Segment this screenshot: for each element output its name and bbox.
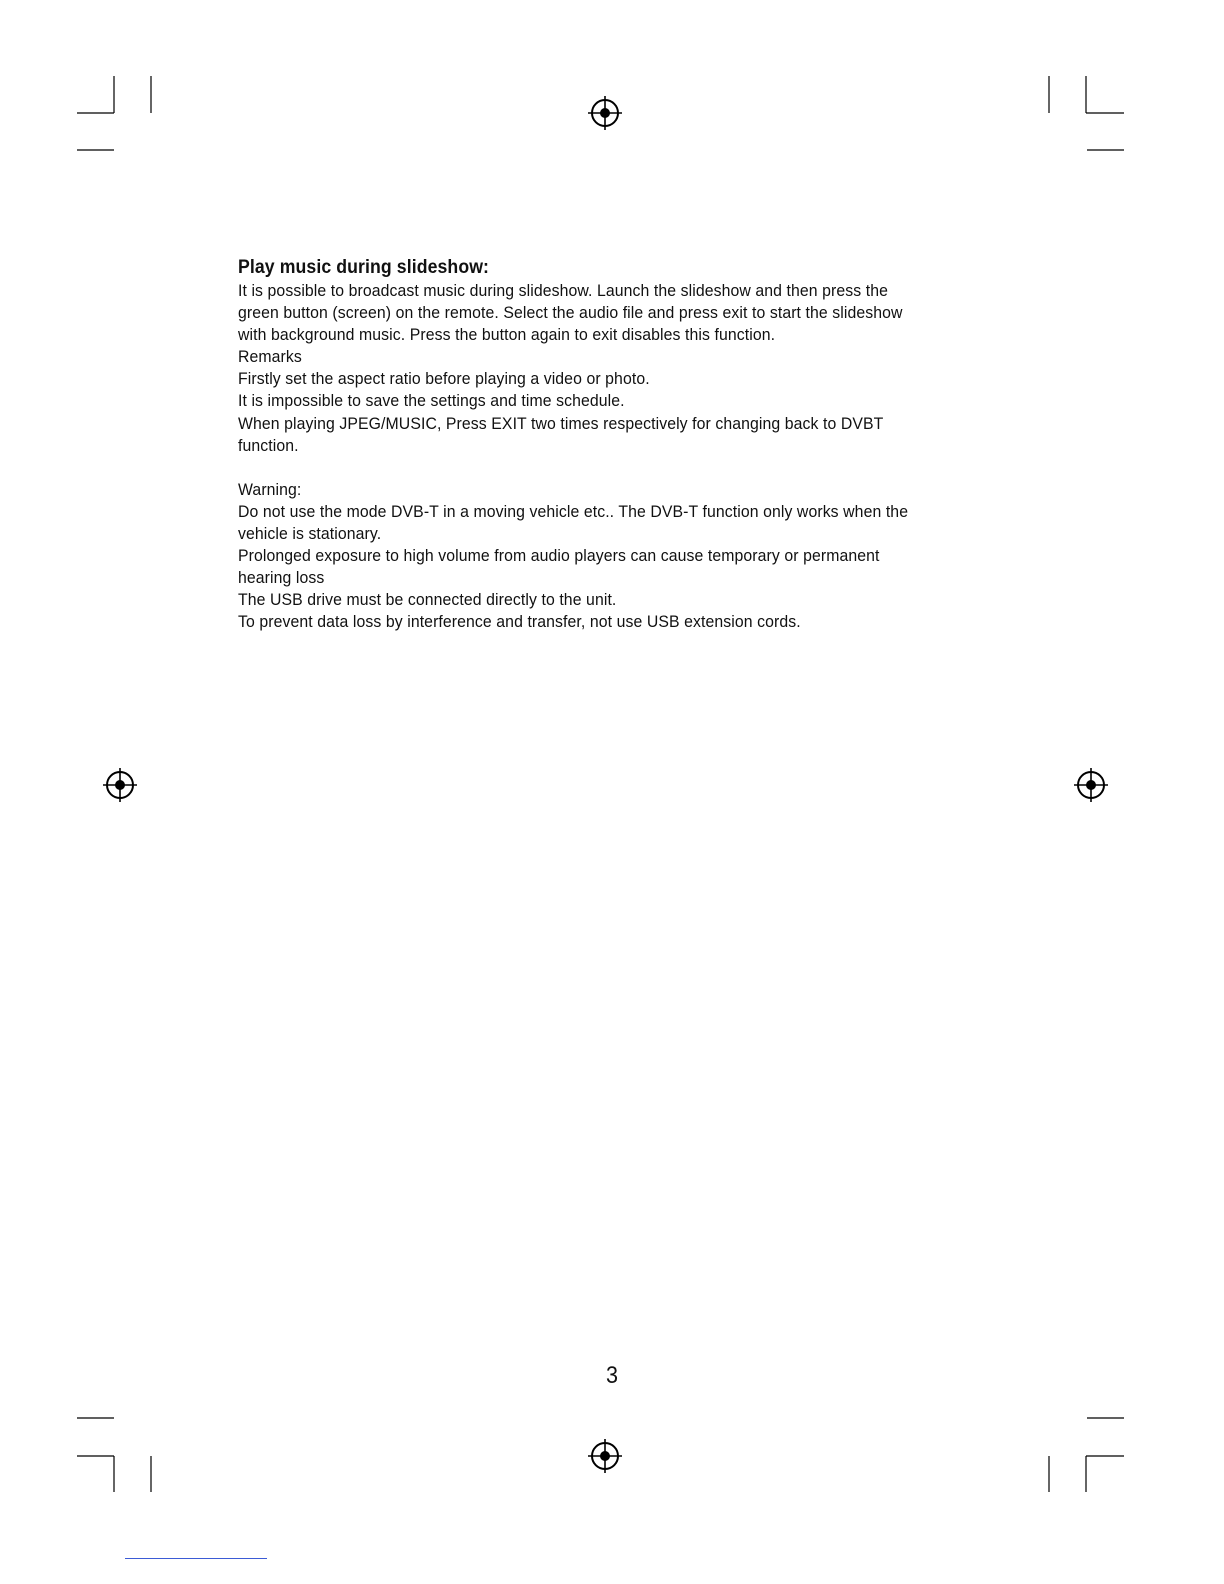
body-line: green button (screen) on the remote. Select the audio file and press exit to start the slideshow bbox=[238, 303, 903, 323]
warning-line: vehicle is stationary. bbox=[238, 523, 382, 543]
registration-target-icon bbox=[588, 1439, 622, 1473]
warning-label: Warning: bbox=[238, 479, 302, 499]
warning-line: The USB drive must be connected directly to the unit. bbox=[238, 590, 617, 610]
crop-mark-icon bbox=[77, 1418, 151, 1492]
registration-target-icon bbox=[1074, 768, 1108, 802]
section-heading: Play music during slideshow: bbox=[238, 257, 490, 278]
body-line: with background music. Press the button again to exit disables this function. bbox=[238, 325, 776, 345]
crop-mark-icon bbox=[77, 76, 151, 150]
page-number: 3 bbox=[605, 1362, 619, 1389]
crop-mark-icon bbox=[1049, 76, 1124, 150]
body-line: It is possible to broadcast music during slideshow. Launch the slideshow and then press the bbox=[238, 281, 889, 300]
warning-line: Prolonged exposure to high volume from audio players can cause temporary or permanent bbox=[238, 546, 880, 566]
warning-line: Do not use the mode DVB-T in a moving vehicle etc.. The DVB-T function only works when the bbox=[238, 501, 909, 521]
registration-target-icon bbox=[103, 768, 137, 802]
paragraph-gap bbox=[238, 457, 926, 479]
body-line: It is impossible to save the settings and time schedule. bbox=[238, 391, 625, 411]
warning-line: hearing loss bbox=[238, 568, 325, 588]
crop-mark-icon bbox=[1049, 1418, 1124, 1492]
manual-page-content bbox=[238, 256, 926, 633]
remarks-label: Remarks bbox=[238, 347, 302, 367]
body-line: Firstly set the aspect ratio before playing a video or photo. bbox=[238, 369, 650, 389]
warning-line: To prevent data loss by interference and transfer, not use USB extension cords. bbox=[238, 612, 801, 632]
bottom-rule bbox=[125, 1558, 267, 1559]
registration-target-icon bbox=[588, 96, 622, 130]
body-line: When playing JPEG/MUSIC, Press EXIT two times respectively for changing back to DVBT bbox=[238, 413, 884, 433]
body-line: function. bbox=[238, 435, 299, 455]
